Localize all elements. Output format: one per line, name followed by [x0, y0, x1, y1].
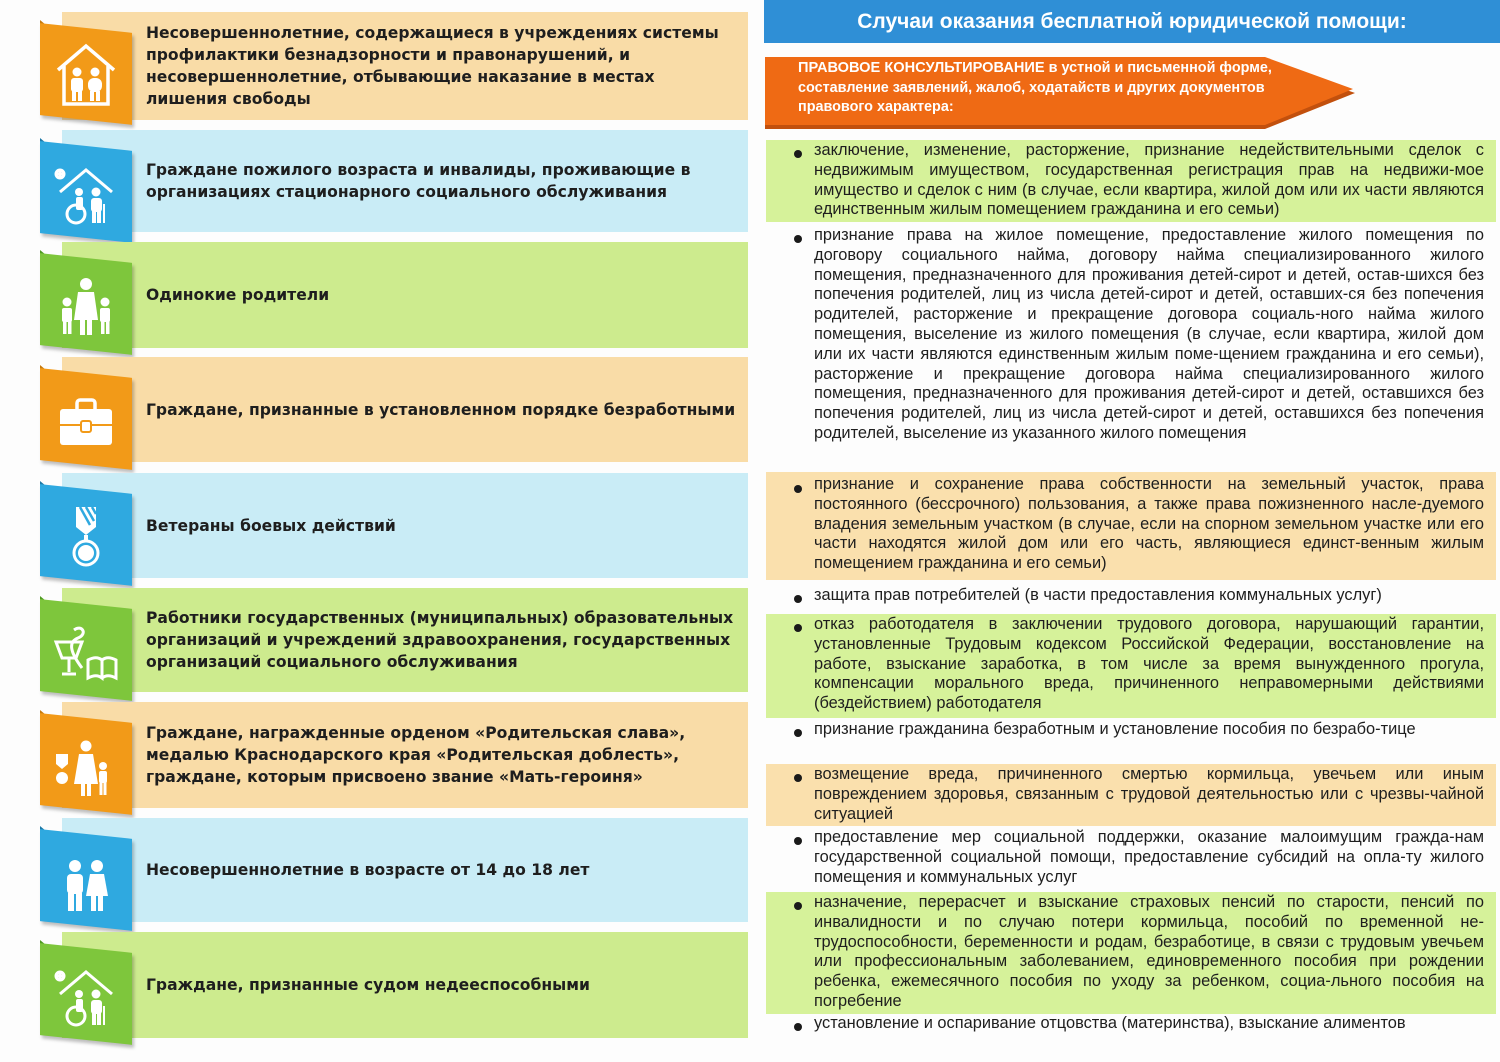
list-item	[766, 720, 1496, 764]
category-band	[62, 12, 748, 120]
category-text: Ветераны боевых действий	[146, 516, 396, 535]
category-band	[62, 130, 748, 232]
list-item-text: назначение, перерасчет и взыскание страховых пенсий по старости, пенсий по инвалидности и по случаю потери кормильца, пособий по временной не-трудоспособности, беременности и родам, безработице, в связи с трудовым увечьем или профессиональным заболеванием, единовременного пособия при рождении ребенка, ежемесячного пособия по уходу за ребенком, социа-льного пособия на погребение	[814, 893, 1484, 1010]
briefcase-icon	[46, 379, 126, 459]
category-band	[62, 818, 748, 922]
bullet	[794, 902, 802, 910]
category-band	[62, 932, 748, 1038]
consulting-banner	[765, 57, 1355, 131]
category-text: Несовершеннолетние в возрасте от 14 до 18 лет	[146, 861, 590, 879]
bullet	[794, 595, 802, 603]
medal-icon	[46, 495, 126, 575]
category-text: Граждане, признанные в установленном порядке безработными	[146, 400, 736, 419]
category-band	[62, 242, 748, 348]
banner-rest: в устной и письменной форме, составление заявлений, жалоб, ходатайств и других документов правового характера:	[798, 60, 1272, 115]
bullet	[794, 485, 802, 493]
bullet	[794, 1023, 802, 1031]
category-text: Граждане пожилого возраста и инвалиды, проживающие в организациях стационарного социального обслуживания	[146, 161, 691, 201]
list-item	[766, 140, 1496, 222]
bullet	[794, 774, 802, 782]
list-item-text: признание права на жилое помещение, предоставление жилого помещения по договору социального найма, договору найма специализированного жилого помещения, предназначенного для проживания детей-сирот и детей, остав-шихся без попечения родителей, лиц из числа детей-сирот и детей, оставших-ся без попечения родителей, расторжение и прекращение договора социаль-ного найма жилого помещения, выселение из жилого помещения (в случае, если квартира, жилой дом или их части являются единственным жилым поме-щением гражданина и его семьи), расторжение и прекращение договора найма специализированного жилого помещения, предназначенного для проживания детей-сирот и детей, оставшихся без попечения родителей, лиц из числа детей-сирот и детей, оставшихся без попечения родителей, выселение из указанного жилого помещения	[814, 226, 1484, 442]
list-item	[766, 614, 1496, 718]
list-item	[766, 1014, 1496, 1038]
category-band	[62, 702, 748, 808]
list-item-text: признание и сохранение права собственности на земельный участок, права постоянного (бессрочного) пользования, а также права пожизненного насле-дуемого владения земельным участком (в случае, если на спорном земельном участке или его части находятся жилой дом или его часть, являющиеся единст-венным жилым помещением гражданина и его семьи)	[814, 475, 1484, 573]
list-item	[766, 828, 1496, 890]
elderly-disabled-house-icon	[46, 954, 126, 1034]
category-text: Работники государственных (муниципальных) образовательных организаций и учреждений здравоохранения, государственных организаций социального обслуживания	[146, 609, 734, 671]
list-item	[766, 764, 1496, 826]
house-children-icon	[46, 34, 126, 114]
bullet	[794, 837, 802, 845]
list-item	[766, 586, 1496, 610]
list-item-text: защита прав потребителей (в части предоставления коммунальных услуг)	[814, 586, 1382, 604]
list-item-text: предоставление мер социальной поддержки, оказание малоимущим гражда-нам государственной социальной помощи, предоставление субсидий на опла-ту жилого помещения и коммунальных услуг	[814, 828, 1484, 886]
right-page	[760, 0, 1500, 1062]
list-item-text: заключение, изменение, расторжение, признание недействительными сделок с недвижимым имуществом, государственная регистрация прав на недвижи-мое имущество и сделок с ним (в случае, если квартира, жилой дом или их части являются единственным жилым помещением гражданина и его семьи)	[814, 141, 1484, 219]
list-item-text: отказ работодателя в заключении трудового договора, нарушающий гарантии, установленные Трудовым кодексом Российской Федерации, восстановление на работе, взыскание заработка, в том числе за время вынужденного прогула, компенсации морального вреда, причиненного неправомерными действиями (бездействием) работодателя	[814, 615, 1484, 713]
category-band	[62, 588, 748, 692]
bullet	[794, 150, 802, 158]
bullet	[794, 729, 802, 737]
category-text: Несовершеннолетние, содержащиеся в учреждениях системы профилактики безнадзорности и правонарушений, и несовершеннолетние, отбывающие наказание в местах лишения свободы	[146, 24, 719, 108]
list-item-text: установление и оспаривание отцовства (материнства), взыскание алиментов	[814, 1014, 1406, 1032]
page-title: Случаи оказания бесплатной юридической помощи:	[764, 0, 1500, 43]
list-item-text: признание гражданина безработным и установление пособия по безрабо-тице	[814, 720, 1416, 738]
list-item	[766, 472, 1496, 580]
category-text: Одинокие родители	[146, 286, 330, 304]
list-item-text: возмещение вреда, причиненного смертью кормильца, увечьем или иным повреждением здоровья, связанным с трудовой деятельностью или с чрезвы-чайной ситуацией	[814, 765, 1484, 823]
category-text: Граждане, награжденные орденом «Родительская слава», медалью Краснодарского края «Родительская доблесть», граждане, которым присвоено звание «Мать-героиня»	[146, 724, 686, 786]
elderly-disabled-house-icon	[46, 152, 126, 232]
category-band	[62, 357, 748, 462]
teenagers-icon	[46, 840, 126, 920]
medicine-book-icon	[46, 610, 126, 690]
list-item	[766, 226, 1496, 466]
list-item	[766, 892, 1496, 1014]
bullet	[794, 624, 802, 632]
category-text: Граждане, признанные судом недееспособными	[146, 976, 590, 994]
single-parent-icon	[46, 264, 126, 344]
banner-text	[798, 59, 1278, 118]
banner-caps: ПРАВОВОЕ КОНСУЛЬТИРОВАНИЕ	[798, 60, 1045, 76]
mother-medal-icon	[46, 724, 126, 804]
bullet	[794, 235, 802, 243]
category-band	[62, 473, 748, 578]
